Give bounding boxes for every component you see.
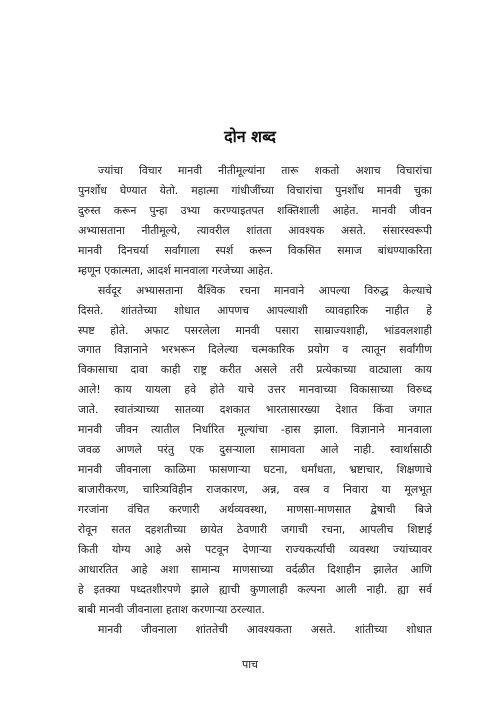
- text-line: बाबी मानवी जीवनाला हताश करणाऱ्या ठरल्यात.: [78, 602, 265, 616]
- text-line: सर्वदूर अभ्यासताना वैश्विक रचना मानवाने आपल्या विरुद्ध केल्याचे: [98, 283, 432, 297]
- text-line: विकासाचा दावा काही राष्ट्र करीत असले तरी प्रत्येकाच्या वाट्याला काय: [78, 363, 432, 377]
- text-line: म्हणून एकात्मता, आदर्श मानवाला गरजेच्या आहेत.: [78, 263, 274, 277]
- body-text: [78, 161, 432, 640]
- text-line: गरजांना वंचित करणारी अर्थव्यवस्था, माणसा-माणसात द्वेषाची बिजे: [78, 502, 432, 516]
- text-line: मानवी जीवनाला काळिमा फासणाऱ्या घटना, धर्मांधता, भ्रष्टाचार, शिक्षणाचे: [78, 463, 432, 477]
- text-line: मानवी दिनचर्या सर्वांगाला स्पर्श करून विकसित समाज बांधण्याकरिता: [78, 243, 432, 257]
- text-line: दिसते. शांततेच्या शोधात आपणच आपल्याशी व्यावहारिक नाहीत हे: [78, 303, 432, 317]
- text-line: मानवी जीवन त्यातील निर्धारित मूल्यांचा -हास झाला. विज्ञानाने मानवाला: [78, 423, 432, 437]
- text-line: रोवून सतत दहशतीच्या छायेत ठेवणारी जगाची रचना, आपलीच शिष्टाई: [78, 522, 432, 536]
- text-line: पुनर्शोध घेण्यात येतो. महात्मा गांधीजींच्या विचारांचा पुनर्शोध मानवी चुका: [78, 183, 432, 197]
- text-line: आले! काय यायला हवे होते याचे उत्तर मानवाच्या विकासाच्या विरुध्द: [78, 383, 432, 397]
- text-line: मानवी जीवनाला शांततेची आवश्यकता असते. शांतीच्या शोधात: [98, 622, 432, 636]
- text-line: ज्यांचा विचार मानवी नीतीमूल्यांना तारू शकतो अशाच विचारांचा: [98, 164, 432, 177]
- text-line: अभ्यासताना नीतीमूल्ये, त्यावरील शांतता आवश्यक असते. संसारस्वरूपी: [78, 223, 432, 237]
- text-line: स्पष्ट होते. अफाट पसरलेला मानवी पसारा साम्राज्यशाही, भांडवलशाही: [78, 323, 432, 337]
- text-line: किती योग्य आहे असे पटवून देणाऱ्या राज्यकर्त्यांची व्यवस्था ज्यांच्यावर: [78, 542, 432, 556]
- text-line: जवळ आणले परंतु एक दुसऱ्याला सामावता आले नाही. स्वार्थासाठी: [78, 443, 432, 457]
- text-line: जगात विज्ञानाने भरभरून दिलेल्या चत्मकारिक प्रयोग व त्यातून सर्वांगीण: [78, 343, 432, 357]
- text-line: जाते. स्वातंत्र्याच्या सातव्या दशकात भारतासारख्या देशात किंवा जगात: [78, 403, 432, 417]
- text-line: दुरुस्त करून पुन्हा उभ्या करण्याइतपत शक्तिशाली आहेत. मानवी जीवन: [78, 203, 432, 217]
- text-line: आधारतित आहे अशा सामान्य माणसाच्या वर्दळीत दिशाहीन झालेत आणि: [78, 562, 432, 576]
- page-title: दोन शब्द: [224, 127, 276, 146]
- text-line: बाजारीकरण, चारित्र्यविहीन राजकारण, अन्न, वस्त्र व निवारा या मूलभूत: [78, 483, 432, 496]
- page-number: पाच: [241, 658, 259, 671]
- text-line: हे इतक्या पध्दतशीरपणे झाले ह्याची कुणालाही कल्पना आली नाही. ह्या सर्व: [78, 582, 432, 596]
